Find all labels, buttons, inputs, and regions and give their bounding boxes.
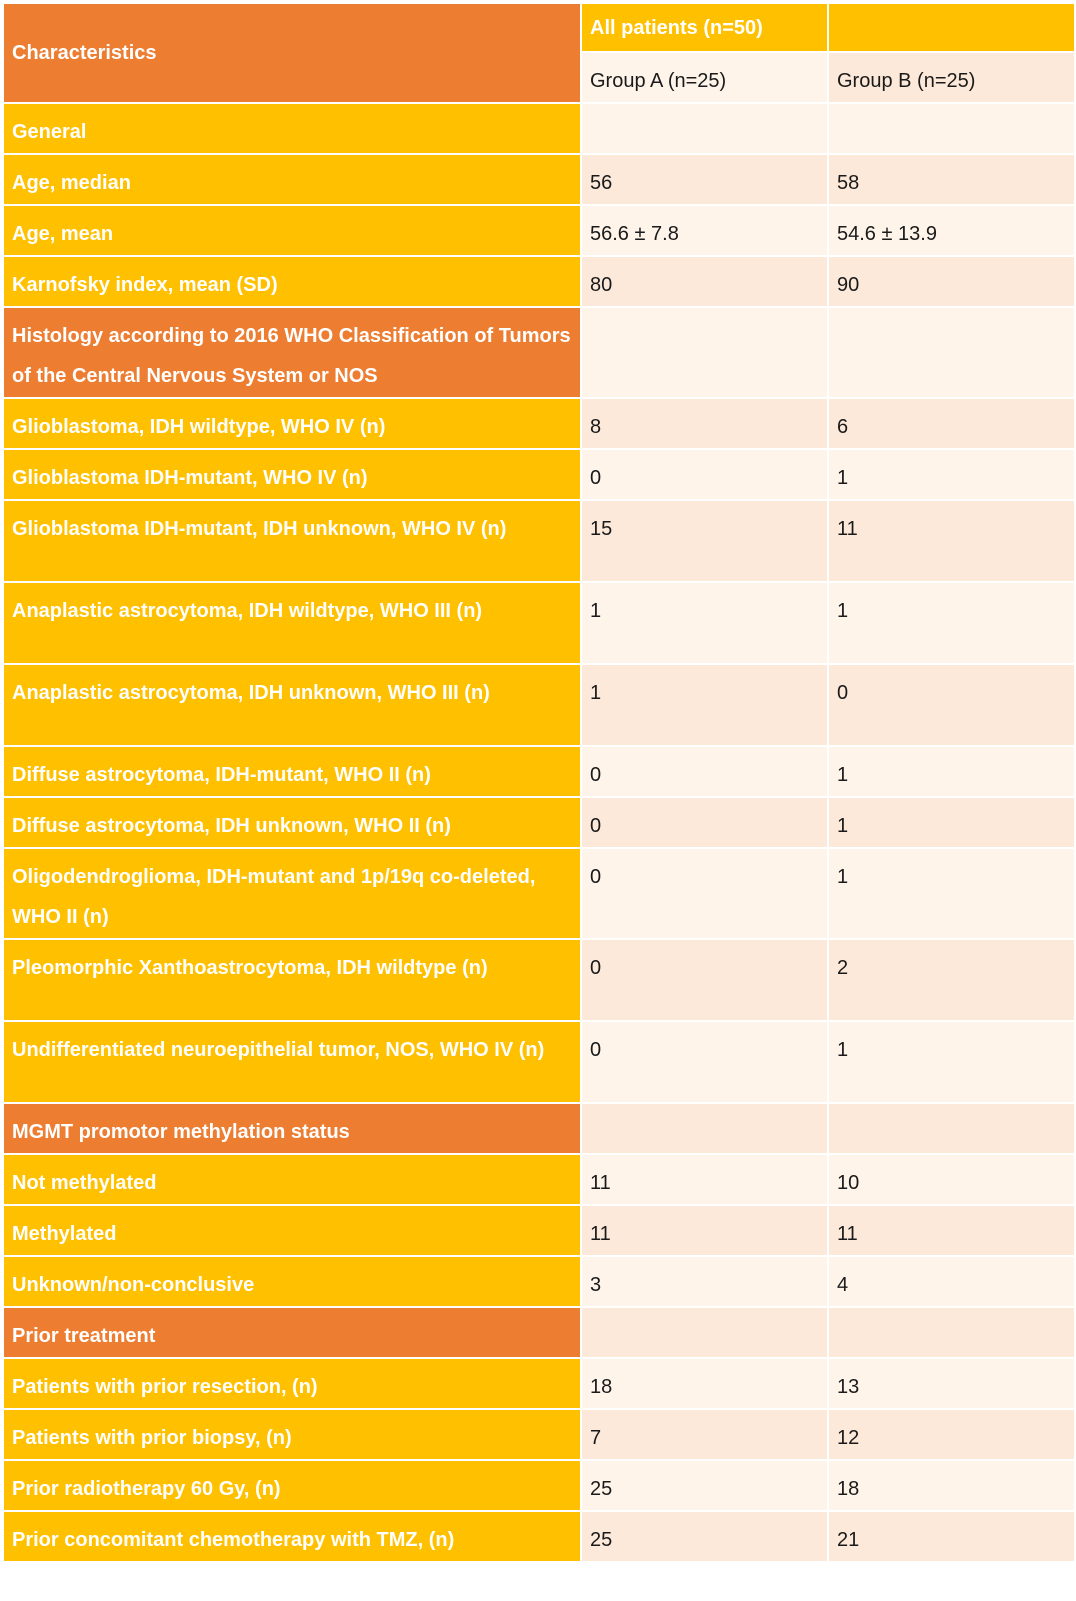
- row-label: Pleomorphic Xanthoastrocytoma, IDH wildtype (n): [3, 939, 581, 1021]
- row-value-group-b: 1: [828, 797, 1075, 848]
- table-row: [3, 103, 1075, 154]
- row-value-group-b: 1: [828, 848, 1075, 939]
- table-row: [3, 797, 1075, 848]
- header-group-a: Group A (n=25): [581, 52, 828, 103]
- row-value-group-a: 18: [581, 1358, 828, 1409]
- row-value-group-b: 10: [828, 1154, 1075, 1205]
- table-row: [3, 398, 1075, 449]
- table-row: [3, 1511, 1075, 1562]
- table-row: [3, 1256, 1075, 1307]
- row-label: Age, mean: [3, 205, 581, 256]
- section-label: Histology according to 2016 WHO Classification of Tumors of the Central Nervous System or NOS: [3, 307, 581, 398]
- row-value-group-b: [828, 103, 1075, 154]
- row-value-group-b: 13: [828, 1358, 1075, 1409]
- row-label: Unknown/non-conclusive: [3, 1256, 581, 1307]
- table-row: [3, 1460, 1075, 1511]
- row-value-group-a: 1: [581, 664, 828, 746]
- header-blank: [828, 3, 1075, 52]
- row-value-group-a: 11: [581, 1154, 828, 1205]
- table-row: [3, 205, 1075, 256]
- row-label: Prior concomitant chemotherapy with TMZ, (n): [3, 1511, 581, 1562]
- row-value-group-b: 54.6 ± 13.9: [828, 205, 1075, 256]
- row-value-group-b: 12: [828, 1409, 1075, 1460]
- row-value-group-b: 6: [828, 398, 1075, 449]
- row-value-group-b: [828, 1103, 1075, 1154]
- row-value-group-b: 1: [828, 1021, 1075, 1103]
- row-value-group-a: 11: [581, 1205, 828, 1256]
- table-row: [3, 500, 1075, 582]
- row-value-group-b: 1: [828, 746, 1075, 797]
- row-label: Patients with prior resection, (n): [3, 1358, 581, 1409]
- table-row: [3, 582, 1075, 664]
- row-value-group-a: 15: [581, 500, 828, 582]
- row-value-group-b: 58: [828, 154, 1075, 205]
- row-label: Not methylated: [3, 1154, 581, 1205]
- table-row: [3, 939, 1075, 1021]
- row-value-group-a: 0: [581, 449, 828, 500]
- characteristics-table: [2, 2, 1076, 1563]
- section-row: [3, 1307, 1075, 1358]
- row-value-group-a: 7: [581, 1409, 828, 1460]
- table-row: [3, 746, 1075, 797]
- table-row: [3, 848, 1075, 939]
- row-label: Patients with prior biopsy, (n): [3, 1409, 581, 1460]
- row-value-group-a: [581, 103, 828, 154]
- row-label: Glioblastoma, IDH wildtype, WHO IV (n): [3, 398, 581, 449]
- row-label: Glioblastoma IDH-mutant, WHO IV (n): [3, 449, 581, 500]
- table-row: [3, 1358, 1075, 1409]
- section-row: [3, 1103, 1075, 1154]
- row-value-group-a: 0: [581, 1021, 828, 1103]
- row-value-group-a: 0: [581, 939, 828, 1021]
- row-value-group-a: 80: [581, 256, 828, 307]
- table-row: [3, 256, 1075, 307]
- row-label: Methylated: [3, 1205, 581, 1256]
- row-value-group-b: 90: [828, 256, 1075, 307]
- row-label: Karnofsky index, mean (SD): [3, 256, 581, 307]
- row-value-group-a: 56.6 ± 7.8: [581, 205, 828, 256]
- row-value-group-b: 0: [828, 664, 1075, 746]
- row-label: Anaplastic astrocytoma, IDH wildtype, WHO III (n): [3, 582, 581, 664]
- row-label: Diffuse astrocytoma, IDH unknown, WHO II (n): [3, 797, 581, 848]
- row-value-group-a: [581, 1103, 828, 1154]
- row-label: Undifferentiated neuroepithelial tumor, NOS, WHO IV (n): [3, 1021, 581, 1103]
- row-label: Prior radiotherapy 60 Gy, (n): [3, 1460, 581, 1511]
- row-label: Age, median: [3, 154, 581, 205]
- table-row: [3, 154, 1075, 205]
- row-value-group-a: [581, 1307, 828, 1358]
- row-value-group-a: 0: [581, 848, 828, 939]
- row-label: Glioblastoma IDH-mutant, IDH unknown, WHO IV (n): [3, 500, 581, 582]
- row-value-group-a: 1: [581, 582, 828, 664]
- row-value-group-b: 11: [828, 1205, 1075, 1256]
- row-value-group-b: 21: [828, 1511, 1075, 1562]
- row-value-group-a: 25: [581, 1511, 828, 1562]
- row-value-group-a: 0: [581, 746, 828, 797]
- row-value-group-a: 0: [581, 797, 828, 848]
- table-row: [3, 449, 1075, 500]
- row-value-group-b: 18: [828, 1460, 1075, 1511]
- row-value-group-b: 1: [828, 582, 1075, 664]
- row-label: Anaplastic astrocytoma, IDH unknown, WHO III (n): [3, 664, 581, 746]
- section-label: Prior treatment: [3, 1307, 581, 1358]
- row-label: Oligodendroglioma, IDH-mutant and 1p/19q co-deleted, WHO II (n): [3, 848, 581, 939]
- row-value-group-b: 11: [828, 500, 1075, 582]
- row-label: General: [3, 103, 581, 154]
- table-row: [3, 1021, 1075, 1103]
- table-row: [3, 1205, 1075, 1256]
- row-value-group-a: [581, 307, 828, 398]
- section-label: MGMT promotor methylation status: [3, 1103, 581, 1154]
- row-value-group-b: [828, 1307, 1075, 1358]
- row-value-group-a: 8: [581, 398, 828, 449]
- row-value-group-a: 3: [581, 1256, 828, 1307]
- table-row: [3, 1154, 1075, 1205]
- row-value-group-b: 4: [828, 1256, 1075, 1307]
- row-value-group-a: 25: [581, 1460, 828, 1511]
- row-value-group-b: [828, 307, 1075, 398]
- row-value-group-b: 2: [828, 939, 1075, 1021]
- table-row: [3, 1409, 1075, 1460]
- row-value-group-a: 56: [581, 154, 828, 205]
- row-value-group-b: 1: [828, 449, 1075, 500]
- header-characteristics: Characteristics: [3, 3, 581, 103]
- table-row: [3, 664, 1075, 746]
- section-row: [3, 307, 1075, 398]
- header-group-b: Group B (n=25): [828, 52, 1075, 103]
- header-all-patients: All patients (n=50): [581, 3, 828, 52]
- row-label: Diffuse astrocytoma, IDH-mutant, WHO II (n): [3, 746, 581, 797]
